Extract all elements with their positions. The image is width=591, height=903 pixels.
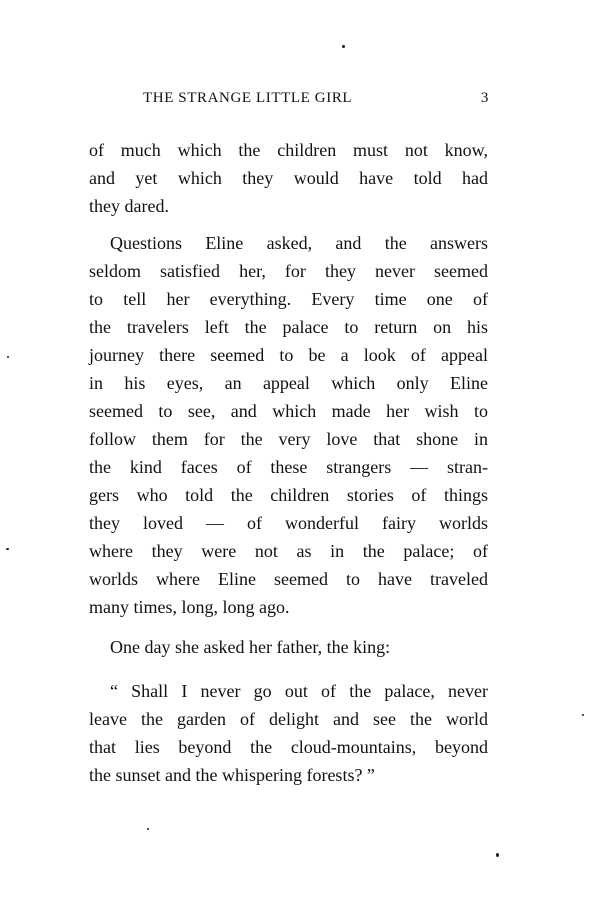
text-line: One day she asked her father, the king: — [110, 637, 391, 657]
ink-speck — [147, 828, 149, 830]
text-line: the sunset and the whispering forests? ” — [89, 765, 375, 785]
ink-speck — [496, 853, 499, 857]
text-line: “ Shall I never go out of the palace, never — [110, 681, 488, 701]
ink-speck — [6, 548, 9, 550]
text-line: in his eyes, an appeal which only Eline — [89, 373, 488, 393]
running-header — [143, 90, 493, 114]
text-line: the kind faces of these strangers — stran- — [89, 457, 488, 477]
ink-speck — [342, 45, 345, 48]
text-line: Questions Eline asked, and the answers — [110, 233, 488, 253]
text-line: the travelers left the palace to return on his — [89, 317, 488, 337]
text-line: journey there seemed to be a look of appeal — [89, 345, 488, 365]
text-line: where they were not as in the palace; of — [89, 541, 488, 561]
paragraph — [89, 229, 488, 621]
text-line: they dared. — [89, 196, 169, 216]
text-line: to tell her everything. Every time one of — [89, 289, 488, 309]
text-line: they loved — of wonderful fairy worlds — [89, 513, 488, 533]
text-line: leave the garden of delight and see the world — [89, 709, 488, 729]
text-line: of much which the children must not know, — [89, 140, 488, 160]
text-line: many times, long, long ago. — [89, 597, 290, 617]
page-number: 3 — [480, 90, 489, 106]
text-line: gers who told the children stories of things — [89, 485, 488, 505]
paragraph — [89, 136, 488, 220]
running-header-title: THE STRANGE LITTLE GIRL — [143, 90, 353, 106]
paragraph — [89, 677, 488, 789]
ink-speck — [7, 356, 9, 358]
text-line: and yet which they would have told had — [89, 168, 488, 188]
text-line: seldom satisfied her, for they never seemed — [89, 261, 488, 281]
paragraph — [89, 633, 488, 661]
text-line: that lies beyond the cloud-mountains, beyond — [89, 737, 488, 757]
text-line: follow them for the very love that shone in — [89, 429, 488, 449]
text-line: worlds where Eline seemed to have traveled — [89, 569, 488, 589]
text-line: seemed to see, and which made her wish to — [89, 401, 488, 421]
ink-speck — [582, 714, 584, 716]
